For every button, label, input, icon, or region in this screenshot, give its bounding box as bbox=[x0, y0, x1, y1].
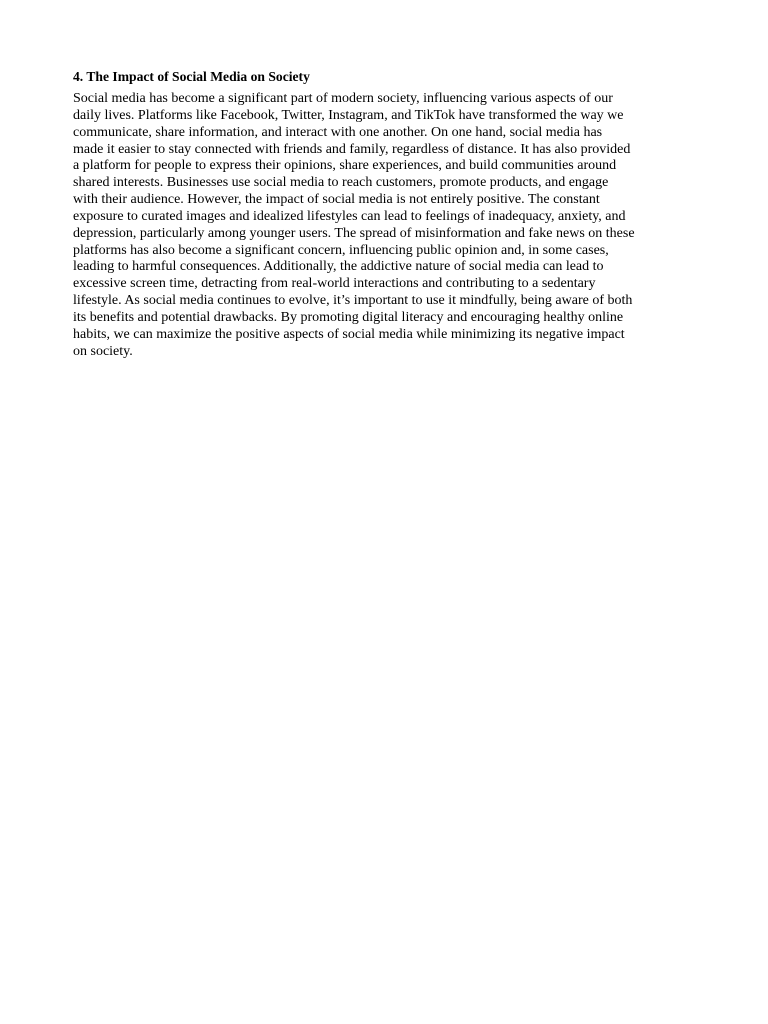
paragraph-line: a platform for people to express their opinions, share experiences, and build communities around bbox=[73, 158, 617, 174]
paragraph-line: its benefits and potential drawbacks. By promoting digital literacy and encouraging healthy online bbox=[73, 309, 624, 325]
paragraph-line: leading to harmful consequences. Additionally, the addictive nature of social media can lead to bbox=[73, 259, 604, 275]
paragraph-line: platforms has also become a significant concern, influencing public opinion and, in some cases, bbox=[73, 242, 609, 258]
section-paragraph bbox=[73, 91, 713, 361]
paragraph-line: depression, particularly among younger users. The spread of misinformation and fake news on these bbox=[73, 225, 635, 241]
paragraph-line: on society. bbox=[73, 343, 133, 359]
paragraph-line: Social media has become a significant part of modern society, influencing various aspects of our bbox=[73, 91, 613, 106]
paragraph-line: shared interests. Businesses use social media to reach customers, promote products, and engage bbox=[73, 175, 609, 191]
paragraph-line: lifestyle. As social media continues to evolve, it’s important to use it mindfully, being aware of both bbox=[73, 293, 633, 309]
paragraph-line: exposure to curated images and idealized lifestyles can lead to feelings of inadequacy, anxiety, and bbox=[73, 208, 626, 224]
section-heading: 4. The Impact of Social Media on Society bbox=[73, 69, 310, 84]
paragraph-line: daily lives. Platforms like Facebook, Twitter, Instagram, and TikTok have transformed the way we bbox=[73, 107, 624, 123]
paragraph-line: made it easier to stay connected with friends and family, regardless of distance. It has also provided bbox=[73, 141, 631, 157]
paragraph-line: communicate, share information, and interact with one another. On one hand, social media has bbox=[73, 124, 603, 140]
paragraph-line: with their audience. However, the impact of social media is not entirely positive. The constant bbox=[73, 192, 600, 208]
section-social-media-impact bbox=[73, 68, 713, 361]
paragraph-line: excessive screen time, detracting from real-world interactions and contributing to a sedentary bbox=[73, 276, 596, 292]
paragraph-line: habits, we can maximize the positive aspects of social media while minimizing its negative impact bbox=[73, 326, 625, 342]
